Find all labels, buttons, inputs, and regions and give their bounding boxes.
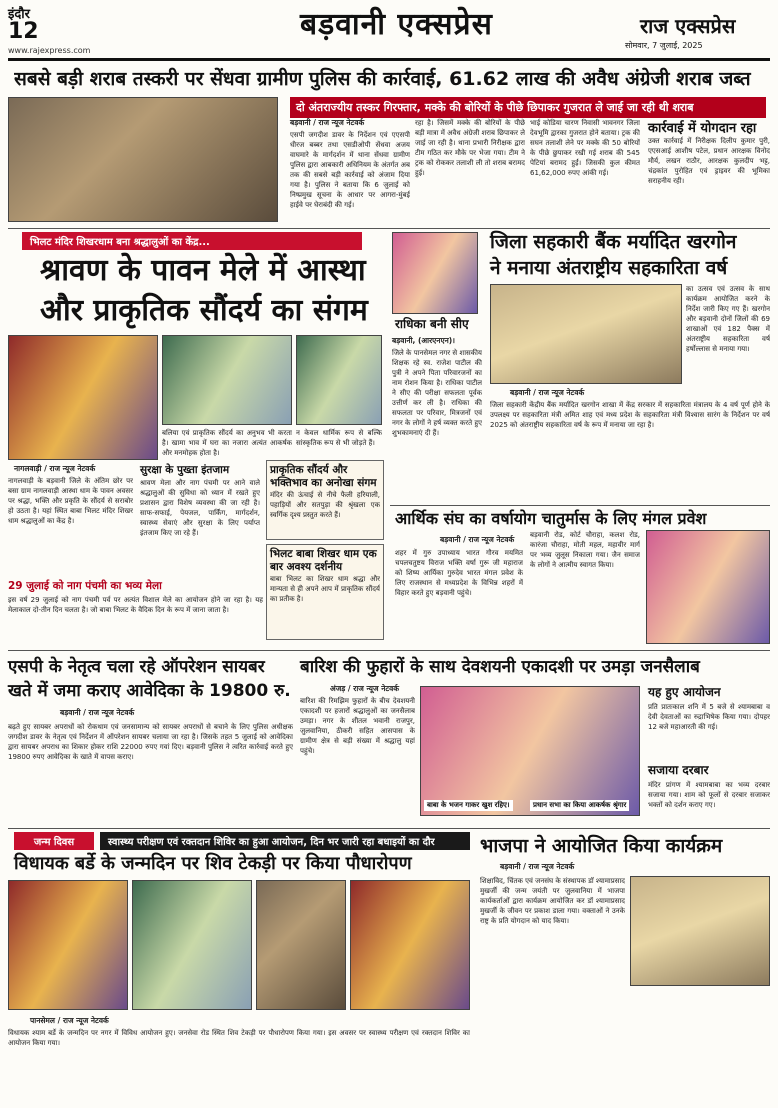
bank-photo <box>490 284 682 384</box>
page-number: 12 <box>8 19 39 44</box>
feature-byline: नागलवाड़ी / राज न्यूज नेटवर्क <box>14 464 96 473</box>
bank-body: जिला सहकारी केंद्रीय बैंक मर्यादित खरगोन शाखा में केंद्र सरकार में सहकारिता मंत्रालय के 4 वर्ष पूर्ण होने के उपलक्ष्य पर सहकारिता मंत्री अमित शाह एवं मध्य प्रदेश के सहकारिता मंत्री विश्वास सारंग के निर्देशन पर वर्ष 2025 को अंतराष्ट्रीय सहकारिता वर्ष के रूप में मनाया जा रहा है। <box>490 401 770 429</box>
profile-byline: बड़वानी, (आरएनएन)। <box>392 336 456 345</box>
feature-box-2-text: बाबा भिलट का शिखर धाम श्रद्धा और मान्यता से ही अपने आप में प्राकृतिक सौंदर्य का प्रतीक है। <box>270 575 380 603</box>
bank-byline: बड़वानी / राज न्यूज नेटवर्क <box>510 388 585 397</box>
lead-byline: बड़वानी / राज न्यूज नेटवर्क <box>290 118 365 127</box>
feature-caption-1: बलिया एवं प्राकृतिक सौंदर्य का अनुभव भी करता है। खामा भाव में घरा का नजारा अत्यंत आकर्षक और मनमोहक होता है। <box>162 429 292 457</box>
bjp-byline: बड़वानी / राज न्यूज नेटवर्क <box>500 862 575 871</box>
birthday-photo-1 <box>8 880 128 1010</box>
arthik-headline[interactable]: आर्थिक संघ का वर्षायोग चातुर्मास के लिए मंगल प्रवेश <box>395 509 707 528</box>
feature-headline-2[interactable]: और प्राकृतिक सौंदर्य का संगम <box>40 293 368 328</box>
header-rule <box>8 58 770 61</box>
bank-side-text: का उत्सव एवं उत्सव के साथ कार्यक्रम आयोजित करने के निर्देश जारी किए गए हैं। खरगोन और बड़वानी दोनों जिलों की 69 शाखाओं एवं 182 पैक्स में अंतराष्ट्रीय सहकारिता वर्ष हर्षोल्लास से मनाया गया। <box>686 285 770 353</box>
arthik-rule <box>390 505 770 506</box>
landscape-photo-2 <box>296 335 382 425</box>
lead-side-text: उक्त कार्रवाई में निरीक्षक दिलीप कुमार पुरी, एएसआई आशीष पटेल, प्रधान आरक्षक विनोद मौर्य, लखन राठौर, आरक्षक कुलदीप भट्ट, चंद्रकांत पुरोहित एवं ड्राइवर की भूमिका सराहनीय रही। <box>648 137 770 185</box>
arthik-byline: बड़वानी / राज न्यूज नेटवर्क <box>440 535 515 544</box>
cyber-byline: बड़वानी / राज न्यूज नेटवर्क <box>60 708 135 717</box>
feature-caption-2: न केवल धार्मिक रूप से बल्कि सांस्कृतिक रूप से भी जोड़ते हैं। <box>296 429 382 447</box>
lead-body-col1: एसपी जगदीश डावर के निर्देशन एवं एएसपी धीरज बब्बर तथा एसडीओपी सेंधवा अजय वाघमारे के मार्गदर्शन में थाना सेंधवा ग्रामीण पुलिस द्वारा आबकारी अधिनियम के अंतर्गत अब तक की सबसे बड़ी कार्रवाई को अंजाम दिया गया है। पुलिस ने बताया कि 6 जुलाई को निष्प्रमुख सूचना के आधार पर आगरा-मुंबई हाईवे पर घेराबंदी की गई। <box>290 131 410 209</box>
bank-headline-2[interactable]: ने मनाया अंतराष्ट्रीय सहकारिता वर्ष <box>490 257 728 279</box>
ekadashi-byline: अंजड़ / राज न्यूज नेटवर्क <box>330 684 400 693</box>
section-divider-2 <box>8 650 770 651</box>
feature-subhead-security: सुरक्षा के पुख्ता इंतजाम <box>140 464 230 476</box>
birthday-body: विधायक श्याम बर्डे के जन्मदिन पर नगर में विविध आयोजन हुए। जनसेवा रोड स्थित शिव टेकड़ी पर पौधारोपण किया गया। इस अवसर पर स्वास्थ्य परीक्षण एवं रक्तदान शिविर का आयोजन किया गया। <box>8 1029 470 1047</box>
feature-box-1-heading: प्राकृतिक सौंदर्य और भक्तिभाव का अनोखा संगम <box>270 464 377 489</box>
section-divider <box>8 228 770 229</box>
lead-photo <box>8 97 278 222</box>
cyber-headline-2[interactable]: खते में जमा कराए आवेदिका के 19800 रु. <box>8 681 291 701</box>
feature-box-2-heading: भिलट बाबा शिखर धाम एक बार अवश्य दर्शनीय <box>270 548 377 573</box>
birthday-subhead: स्वास्थ्य परीक्षण एवं रक्तदान शिविर का हुआ आयोजन, दिन भर जारी रहा बधाइयों का दौर <box>100 832 470 850</box>
ekadashi-body: बारिश की रिमझिम फुहारों के बीच देवशयनी एकादशी पर हजारों श्रद्धालुओं का जनसैलाब उमड़ा। नगर के शीतल भवानी राजपुर, जुलवानिया, ठीकरी सहित आसपास के ग्रामीण क्षेत्र से बड़ी संख्या में श्रद्धालु यहां पहुंचे। <box>300 697 415 755</box>
feature-body-3: इस वर्ष 29 जुलाई को नाग पंचमी पर्व पर अत्यंत विशाल मेले का आयोजन होने जा रहा है। यह मेलाकाल दो-तीन दिन चलता है। जो बाबा भिलट के वैदिक दिन के रूप में जाना जाता है। <box>8 596 263 614</box>
birthday-headline[interactable]: विधायक बर्डे के जन्मदिन पर शिव टेकड़ी पर किया पौधारोपण <box>14 853 412 874</box>
ekadashi-headline[interactable]: बारिश की फुहारों के साथ देवशयनी एकादशी पर उमड़ा जनसैलाब <box>300 657 700 677</box>
temple-photo <box>8 335 158 460</box>
site-url[interactable]: www.rajexpress.com <box>8 46 91 55</box>
brand-logo: राज एक्सप्रेस <box>640 14 736 38</box>
ekadashi-box-text: प्रति प्रातःकाल शनि में 5 बजे से श्यामबाबा व देवी देवताओं का रुद्राभिषेक किया गया। दोपहर 12 बजे महाआरती की गई। <box>648 703 770 731</box>
landscape-photo-1 <box>162 335 292 425</box>
lead-body-col3: भाई कोडिया चारण निवासी भावनगर जिला देवभूमि द्वारका गुजरात होने बताया। ट्रक की सघन तलाशी लेने पर मक्के की 50 बोरियों के पीछे छुपाकर रखी गई शराब की 545 पेटियां बरामद हुईं। जिसकी कुल कीमत 61,62,000 रुपए आंकी गई। <box>530 119 640 177</box>
birthday-photo-3 <box>256 880 346 1010</box>
feature-headline-1[interactable]: श्रावण के पावन मेले में आस्था <box>40 253 366 288</box>
section-divider-3 <box>8 828 770 829</box>
birthday-ribbon: जन्म दिवस <box>14 832 94 850</box>
cyber-body: बढ़ते हुए सायबर अपराधों को रोकथाम एवं जनसामान्य को सायबर अपराधों से बचाने के लिए पुलिस अधीक्षक जगदीश डावर के नेतृत्व एवं निर्देशन में ऑपरेशन सायबर चलाया जा रहा है। जिसके तहत 5 जुलाई को आवेदिका द्वारा सायबर अपराध का शिकार होकर राशि 22000 रुपए गवां दिए। बड़वानी पुलिस ने त्वरित कार्रवाई करते हुए 19800 रुपए आवेदिका के खाते में वापस कराए। <box>8 723 293 761</box>
profile-photo <box>392 232 478 314</box>
feature-box-2 <box>266 544 384 640</box>
feature-body-2: श्रावण मेला और नाग पंचमी पर आने वाले श्रद्धालुओं की सुविधा को ध्यान में रखते हुए प्रशासन द्वारा विशेष व्यवस्था की जा रही है। साफ-सफाई, पेयजल, पार्किंग, मार्गदर्शन, स्वास्थ्य सेवाएं और सुरक्षा के लिए पर्याप्त इंतजाम किए जा रहे हैं। <box>140 479 260 537</box>
birthday-byline: पानसेमल / राज न्यूज नेटवर्क <box>30 1016 109 1025</box>
city-label: इंदौर <box>8 7 30 22</box>
arthik-body-1: शहर में गुरु उपाध्याय भारत गौरव मयमित चपलचतुष्टय विराज भक्ति वर्षा गुरू जी महाराज को शिष्य आर्यिका गुरुदेव भारत मंगल प्रवेश के लिए राजस्थान से मध्यप्रदेश के विभिन्न शहरों में विहार करते हुए बड़वानी पहुंचे। <box>395 549 523 597</box>
lead-headline[interactable]: सबसे बड़ी शराब तस्करी पर सेंधवा ग्रामीण पुलिस की कार्रवाई, 61.62 लाख की अवैध अंग्रेजी शराब जब्त <box>14 68 751 90</box>
feature-box-1-text: मंदिर की ऊंचाई से नीचे फैली हरियाली, पहाड़ियों और सतपुड़ा की श्रृंखला एक स्वर्गिक दृश्य प्रस्तुत करते हैं। <box>270 491 380 519</box>
feature-box-1 <box>266 460 384 540</box>
ekadashi-photo <box>420 686 640 816</box>
arthik-body-2: बड़वानी रोड, कोर्ट चौराहा, कलश रोड, कारंजा चौराहा, मोती महल, महावीर मार्ग पर भव्य जुलूस निकाला गया। जैन समाज के लोगों ने आत्मीय स्वागत किया। <box>530 531 640 569</box>
lead-body-col2: रहा है। जिसमें मक्के की बोरियों के पीछे बड़ी मात्रा में अवैध अंग्रेजी शराब छिपाकर ले जाई जा रही है। थाना प्रभारी निरीक्षक द्वारा टीम गठित कर मौके पर भेजा गया। टीम ने ट्रक को रोककर तलाशी ली तो शराब बरामद हुई। <box>415 119 525 177</box>
birthday-photo-2 <box>132 880 252 1010</box>
birthday-photo-4 <box>350 880 470 1010</box>
lead-side-heading: कार्रवाई में योगदान रहा <box>648 121 757 136</box>
ekadashi-box2-text: मंदिर प्रांगण में श्यामबाबा का भव्य दरबार सजाया गया। शाम को फूलों से दरबार सजाकर भक्तों को दर्शन कराए गए। <box>648 781 770 809</box>
ekadashi-box-heading: यह हुए आयोजन <box>648 685 721 699</box>
ekadashi-box2-heading: सजाया दरबार <box>648 763 709 777</box>
profile-body: जिले के पानसेमल नगर से शासकीय शिक्षक रहे स्व. राजेश पाटील की पुत्री ने अपने पिता परिवारजनों का नाम रोशन किया है। राधिका पाटील ने सीए की परीक्षा सफलता पूर्वक उत्तीर्ण कर ली है। राधिका की सफलता पर परिवार, मित्रजनों एवं नगर के लोगों ने हर्ष व्यक्त करते हुए शुभकामनाएं दी हैं। <box>392 349 482 437</box>
profile-caption: राधिका बनी सीए <box>395 317 469 331</box>
cyber-headline-1[interactable]: एसपी के नेतृत्व चला रहे ऑपरेशन सायबर <box>8 657 265 677</box>
arthik-photo <box>646 530 770 644</box>
ekadashi-caption-2: प्रधान सभा का किया आकर्षक श्रृंगार <box>530 800 629 811</box>
bjp-body: शिक्षाविद, चिंतक एवं जनसंघ के संस्थापक डॉ श्यामाप्रसाद मुखर्जी की जन्म जयंती पर जुलवानिया में भाजपा कार्यकर्ताओं द्वारा कार्यक्रम आयोजित कर डॉ श्यामाप्रसाद मुखर्जी के जीवन पर प्रकाश डाला गया। वक्ताओं ने उनके राष्ट्र के प्रति योगदान को याद किया। <box>480 877 625 925</box>
bjp-photo <box>630 876 770 986</box>
ekadashi-caption-1: बाबा के भजन गाकर खुश रहिए। <box>424 800 513 811</box>
lead-subhead: दो अंतराज्यीय तस्कर गिरफ्तार, मक्के की बोरियों के पीछे छिपाकर गुजरात ले जाई जा रही थी शराब <box>290 97 766 118</box>
bank-headline-1[interactable]: जिला सहकारी बैंक मर्यादित खरगोन <box>490 231 737 253</box>
feature-tag: भिलट मंदिर शिखरधाम बना श्रद्धालुओं का केंद्र... <box>22 232 362 250</box>
feature-body-1: नागलवाड़ी के बड़वानी जिले के अंतिम छोर पर बसा ग्राम नागलवाड़ी आस्था धाम के पावन अवसर पर श्रद्धा, भक्ति और प्रकृति के सौंदर्य से सराबोर हो उठता है। यहां स्थित बाबा भिलट मंदिर शिखर धाम श्रद्धालुओं का केंद्र है। <box>8 477 133 525</box>
bjp-headline[interactable]: भाजपा ने आयोजित किया कार्यक्रम <box>480 835 723 857</box>
feature-subhead-nagpanchami: 29 जुलाई को नाग पंचमी का भव्य मेला <box>8 580 162 592</box>
issue-date: सोमवार, 7 जुलाई, 2025 <box>625 41 703 50</box>
masthead-title: बड़वानी एक्सप्रेस <box>300 7 493 42</box>
